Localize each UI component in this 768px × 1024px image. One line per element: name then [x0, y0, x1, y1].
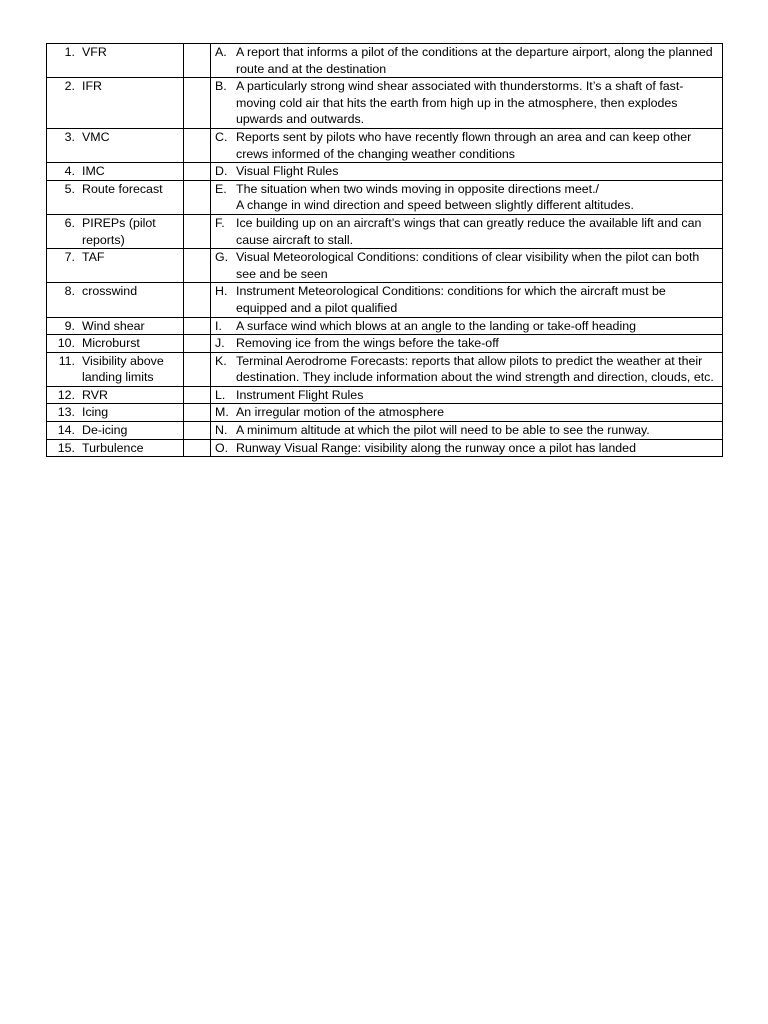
term-number: 12. [57, 387, 75, 402]
table-row [47, 180, 723, 214]
definition-letter: B. [215, 79, 227, 94]
definition-text: Runway Visual Range: visibility along the runway once a pilot has landed [236, 440, 636, 455]
term-cell [47, 249, 184, 283]
answer-blank-cell[interactable] [184, 317, 211, 335]
definition-text: A minimum altitude at which the pilot will need to be able to see the runway. [236, 423, 650, 438]
definition-cell [211, 163, 723, 181]
answer-blank-cell[interactable] [184, 78, 211, 129]
definition-text-line2: A change in wind direction and speed between slightly different altitudes. [236, 198, 634, 213]
definition-cell [211, 317, 723, 335]
term-number: 6. [64, 215, 75, 230]
definition-letter: C. [215, 129, 228, 144]
definition-cell [211, 78, 723, 129]
definition-text-wrap [236, 353, 722, 386]
definition-text: Visual Flight Rules [236, 164, 339, 179]
definition-letter: G. [215, 250, 229, 265]
definition-text-wrap [236, 335, 722, 352]
definition-cell [211, 335, 723, 353]
term-number: 4. [64, 164, 75, 179]
definition-text: The situation when two winds moving in opposite directions meet./ [236, 181, 599, 196]
answer-blank-cell[interactable] [184, 283, 211, 317]
term-cell [47, 214, 184, 248]
definition-text-wrap [236, 249, 722, 282]
definition-cell [211, 44, 723, 78]
term-number: 9. [64, 318, 75, 333]
term-text: PIREPs (pilot reports) [82, 215, 156, 247]
definition-letter: M. [215, 405, 229, 420]
term-number: 3. [64, 129, 75, 144]
definition-cell [211, 249, 723, 283]
term-cell [47, 163, 184, 181]
term-number: 10. [57, 336, 75, 351]
answer-blank-cell[interactable] [184, 44, 211, 78]
term-number: 13. [57, 405, 75, 420]
term-text: TAF [82, 250, 105, 265]
term-text: De-icing [82, 423, 128, 438]
term-number: 7. [64, 250, 75, 265]
term-text: crosswind [82, 284, 138, 299]
definition-letter: D. [215, 164, 228, 179]
definition-text-wrap [236, 129, 722, 162]
definition-cell [211, 180, 723, 214]
answer-blank-cell[interactable] [184, 422, 211, 440]
term-number: 1. [64, 45, 75, 59]
definition-cell [211, 439, 723, 457]
definition-text-wrap [236, 404, 722, 421]
definition-text-wrap [236, 215, 722, 248]
table-row [47, 283, 723, 317]
answer-blank-cell[interactable] [184, 439, 211, 457]
table-row [47, 404, 723, 422]
table-row [47, 422, 723, 440]
answer-blank-cell[interactable] [184, 180, 211, 214]
definition-letter: J. [215, 336, 225, 351]
term-number: 11. [58, 353, 75, 368]
table-row [47, 335, 723, 353]
term-text: IFR [82, 79, 102, 94]
table-row [47, 386, 723, 404]
term-number: 15. [57, 440, 75, 455]
definition-text-wrap [236, 163, 722, 180]
table-row [47, 439, 723, 457]
term-cell [47, 283, 184, 317]
definition-cell [211, 352, 723, 386]
definition-text: Instrument Meteorological Conditions: conditions for which the aircraft must be equipped and a pilot qualified [236, 284, 666, 315]
answer-blank-cell[interactable] [184, 404, 211, 422]
definition-letter: I. [215, 318, 222, 333]
definition-text: Terminal Aerodrome Forecasts: reports that allow pilots to predict the weather at their destination. They include information about the wind strength and direction, clouds, etc. [236, 353, 714, 385]
definition-text-wrap [236, 318, 722, 335]
definition-text: An irregular motion of the atmosphere [236, 405, 444, 420]
term-text: Turbulence [82, 440, 144, 455]
answer-blank-cell[interactable] [184, 386, 211, 404]
term-text: RVR [82, 387, 108, 402]
table-row [47, 317, 723, 335]
definition-text: A report that informs a pilot of the conditions at the departure airport, along the planned route and at the destination [236, 45, 713, 76]
definition-cell [211, 404, 723, 422]
definition-text-wrap [236, 78, 722, 128]
term-text: Route forecast [82, 181, 163, 196]
term-cell [47, 422, 184, 440]
term-cell [47, 386, 184, 404]
term-text: Visibility above landing limits [82, 353, 164, 385]
term-cell [47, 78, 184, 129]
table-row [47, 214, 723, 248]
term-cell [47, 404, 184, 422]
answer-blank-cell[interactable] [184, 249, 211, 283]
matching-table-body [47, 44, 723, 457]
table-row [47, 78, 723, 129]
definition-letter: O. [215, 440, 229, 455]
table-row [47, 163, 723, 181]
term-text: IMC [82, 164, 105, 179]
term-cell [47, 128, 184, 162]
definition-text-wrap [236, 283, 722, 316]
term-text: VFR [82, 45, 107, 59]
definition-letter: E. [215, 181, 227, 196]
matching-table [46, 43, 723, 457]
table-row [47, 128, 723, 162]
definition-letter: A. [215, 45, 227, 59]
answer-blank-cell[interactable] [184, 214, 211, 248]
definition-cell [211, 214, 723, 248]
definition-text-wrap [236, 422, 722, 439]
term-text: Microburst [82, 336, 140, 351]
answer-blank-cell[interactable] [184, 352, 211, 386]
table-row [47, 249, 723, 283]
table-row [47, 352, 723, 386]
definition-text: Reports sent by pilots who have recently flown through an area and can keep other crews informed of the changing weather conditions [236, 129, 692, 161]
definition-cell [211, 386, 723, 404]
definition-text: Instrument Flight Rules [236, 387, 364, 402]
term-text: Icing [82, 405, 109, 420]
definition-text-wrap [236, 181, 722, 214]
term-number: 5. [64, 181, 75, 196]
definition-text-wrap [236, 440, 722, 457]
definition-letter: H. [215, 284, 228, 299]
term-cell [47, 352, 184, 386]
definition-letter: L. [215, 387, 226, 402]
definition-letter: N. [215, 423, 228, 438]
definition-text-wrap [236, 387, 722, 404]
table-row [47, 44, 723, 78]
term-number: 2. [64, 79, 75, 94]
definition-cell [211, 422, 723, 440]
term-number: 8. [64, 284, 75, 299]
term-cell [47, 317, 184, 335]
definition-text: A particularly strong wind shear associated with thunderstorms. It’s a shaft of fast-moving cold air that hits the earth from high up in the atmosphere, then explodes upwards and outwards. [236, 79, 684, 127]
definition-text: Ice building up on an aircraft’s wings that can greatly reduce the available lift and can cause aircraft to stall. [236, 215, 702, 247]
term-cell [47, 44, 184, 78]
term-cell [47, 439, 184, 457]
term-number: 14. [57, 423, 75, 438]
term-cell [47, 335, 184, 353]
term-text: VMC [82, 129, 110, 144]
definition-letter: K. [215, 353, 227, 368]
definition-text: Visual Meteorological Conditions: conditions of clear visibility when the pilot can both see and be seen [236, 250, 700, 281]
definition-text-wrap [236, 44, 722, 77]
definition-letter: F. [215, 215, 225, 230]
definition-cell [211, 128, 723, 162]
answer-blank-cell[interactable] [184, 163, 211, 181]
definition-cell [211, 283, 723, 317]
answer-blank-cell[interactable] [184, 128, 211, 162]
definition-text: Removing ice from the wings before the take-off [236, 336, 499, 351]
term-cell [47, 180, 184, 214]
definition-text: A surface wind which blows at an angle to the landing or take-off heading [236, 318, 636, 333]
term-text: Wind shear [82, 318, 145, 333]
answer-blank-cell[interactable] [184, 335, 211, 353]
